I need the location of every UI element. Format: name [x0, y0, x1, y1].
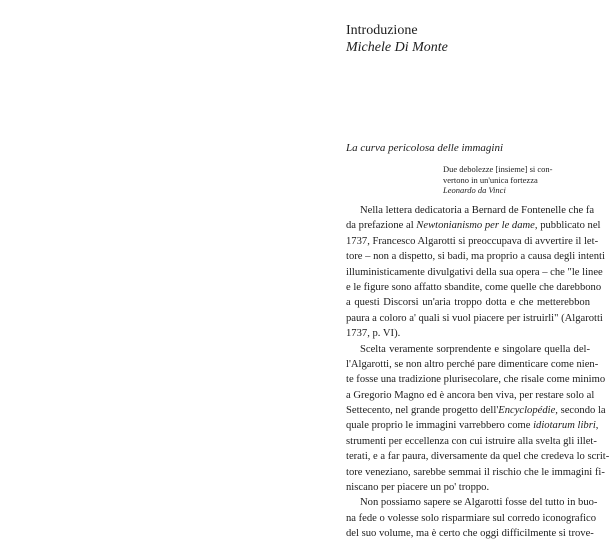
body-line: tore – non a dispetto, si badi, ma proprio a causa degli intenti [346, 251, 605, 263]
body-line: tore veneziano, sarebbe semmai il rischio che le immagini fi- [346, 466, 605, 478]
body-line: e le figure sono affatto sbandite, come quelle che darebbono [346, 281, 602, 293]
body-line: niscano per piacere un po' troppo. [346, 482, 490, 494]
body-line: paura a coloro a' quali si vuol piacere per istruirli" (Algarotti [346, 312, 603, 324]
epigraph-line: vertono in un'unica fortezza [443, 174, 538, 185]
body-line: Settecento, nel grande progetto dell'Encyclopédie, secondo la [346, 405, 606, 417]
epigraph-source: Leonardo da Vinci [443, 185, 506, 195]
section-title: La curva pericolosa delle immagini [346, 142, 504, 154]
epigraph-line: Due debolezze [insieme] si con- [443, 164, 553, 174]
body-line: quale proprio le immagini varrebbero come idiotarum libri, [346, 420, 599, 432]
body-line: da prefazione al Newtonianismo per le dame, pubblicato nel [346, 220, 601, 232]
chapter-title: Introduzione [346, 23, 418, 38]
chapter-heading [346, 22, 448, 56]
body-line: Nella lettera dedicatoria a Bernard de Fontenelle che fa [360, 205, 595, 216]
body-line: na fede o volesse solo risparmiare sul corredo iconografico [346, 512, 597, 524]
body-line: strumenti per eccellenza con cui istruire alla svelta gli illet- [346, 435, 597, 447]
body-line: a questi Discorsi un'aria troppo dotta e che metterebbon [346, 297, 590, 309]
body-line: Scelta veramente sorprendente e singolare quella del- [360, 343, 590, 355]
body-line: del suo volume, ma è certo che oggi difficilmente si trove- [346, 528, 594, 540]
body-text [346, 203, 609, 542]
body-line: 1737, p. VI). [346, 328, 401, 340]
body-line: Non possiamo sapere se Algarotti fosse del tutto in buo- [360, 497, 598, 509]
body-line: te fosse una tradizione plurisecolare, che risale come minimo [346, 374, 606, 386]
body-line: illuministicamente divulgativi della sua opera – che "le linee [346, 266, 603, 278]
body-line: terati, e a far paura, diversamente da quel che credeva lo scrit- [346, 451, 609, 463]
body-line: a Gregorio Magno ed è ancora ben viva, per restare solo al [346, 389, 595, 401]
chapter-author: Michele Di Monte [346, 40, 448, 55]
body-line: l'Algarotti, se non altro perché pare dimenticare come nien- [346, 358, 599, 370]
body-line: 1737, Francesco Algarotti si preoccupava di avvertire il let- [346, 235, 599, 247]
epigraph [443, 164, 593, 196]
